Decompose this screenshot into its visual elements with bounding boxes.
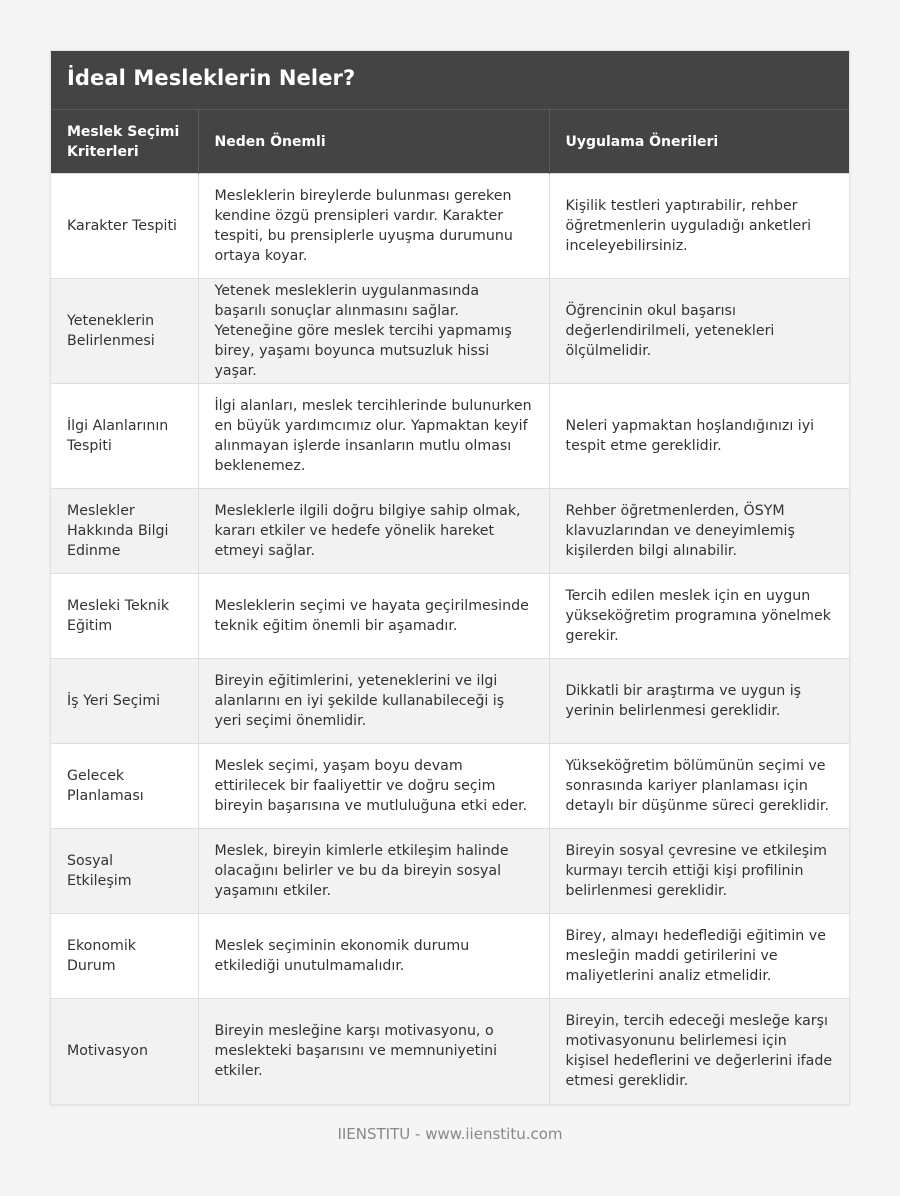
- cell-suggestion: Tercih edilen meslek için en uygun yükseköğretim programına yönelmek gerekir.: [549, 574, 849, 659]
- page-title: İdeal Mesleklerin Neler?: [51, 51, 849, 109]
- cell-criterion: Gelecek Planlaması: [51, 744, 198, 829]
- cell-suggestion: Kişilik testleri yaptırabilir, rehber öğretmenlerin uyguladığı anketleri inceleyebilirsiniz.: [549, 174, 849, 279]
- content-card: [50, 50, 850, 1105]
- cell-criterion: Meslekler Hakkında Bilgi Edinme: [51, 489, 198, 574]
- cell-suggestion: Yükseköğretim bölümünün seçimi ve sonrasında kariyer planlaması için detaylı bir düşünme süreci gereklidir.: [549, 744, 849, 829]
- cell-criterion: Motivasyon: [51, 999, 198, 1104]
- cell-criterion: İlgi Alanlarının Tespiti: [51, 384, 198, 489]
- cell-suggestion: Bireyin, tercih edeceği mesleğe karşı motivasyonunu belirlemesi için kişisel hedeflerini ve değerlerini ifade etmesi gereklidir.: [549, 999, 849, 1104]
- cell-importance: İlgi alanları, meslek tercihlerinde bulunurken en büyük yardımcımız olur. Yapmaktan keyif alınmayan işlerde insanların mutlu olması beklenemez.: [198, 384, 549, 489]
- cell-suggestion: Öğrencinin okul başarısı değerlendirilmeli, yetenekleri ölçülmelidir.: [549, 279, 849, 384]
- cell-importance: Bireyin eğitimlerini, yeteneklerini ve ilgi alanlarını en iyi şekilde kullanabileceği iş yeri seçimi önemlidir.: [198, 659, 549, 744]
- cell-suggestion: Bireyin sosyal çevresine ve etkileşim kurmayı tercih ettiği kişi profilinin belirlenmesi gereklidir.: [549, 829, 849, 914]
- cell-suggestion: Neleri yapmaktan hoşlandığınızı iyi tespit etme gereklidir.: [549, 384, 849, 489]
- table-row: [51, 914, 849, 999]
- table-row: [51, 659, 849, 744]
- cell-suggestion: Dikkatli bir araştırma ve uygun iş yerinin belirlenmesi gereklidir.: [549, 659, 849, 744]
- table-row: [51, 999, 849, 1104]
- column-header-criteria: Meslek Seçimi Kriterleri: [51, 110, 198, 174]
- cell-importance: Mesleklerle ilgili doğru bilgiye sahip olmak, kararı etkiler ve hedefe yönelik hareket etmeyi sağlar.: [198, 489, 549, 574]
- cell-importance: Meslek, bireyin kimlerle etkileşim halinde olacağını belirler ve bu da bireyin sosyal yaşamını etkiler.: [198, 829, 549, 914]
- table-row: [51, 829, 849, 914]
- table-header: [51, 110, 849, 174]
- cell-importance: Meslek seçiminin ekonomik durumu etkilediği unutulmamalıdır.: [198, 914, 549, 999]
- cell-criterion: Mesleki Teknik Eğitim: [51, 574, 198, 659]
- table-body: [51, 174, 849, 1104]
- cell-criterion: Karakter Tespiti: [51, 174, 198, 279]
- cell-criterion: Ekonomik Durum: [51, 914, 198, 999]
- cell-criterion: İş Yeri Seçimi: [51, 659, 198, 744]
- table-row: [51, 574, 849, 659]
- cell-criterion: Sosyal Etkileşim: [51, 829, 198, 914]
- cell-suggestion: Birey, almayı hedeflediği eğitimin ve mesleğin maddi getirilerini ve maliyetlerini analiz etmelidir.: [549, 914, 849, 999]
- table-row: [51, 279, 849, 384]
- cell-importance: Yetenek mesleklerin uygulanmasında başarılı sonuçlar alınmasını sağlar. Yeteneğine göre meslek tercihi yapmamış birey, yaşamı boyunca mutsuzluk hissi yaşar.: [198, 279, 549, 384]
- table-row: [51, 744, 849, 829]
- cell-importance: Meslek seçimi, yaşam boyu devam ettirilecek bir faaliyettir ve doğru seçim bireyin başarısına ve mutluluğuna etki eder.: [198, 744, 549, 829]
- criteria-table: [51, 109, 849, 1104]
- column-header-suggestions: Uygulama Önerileri: [549, 110, 849, 174]
- table-row: [51, 174, 849, 279]
- cell-suggestion: Rehber öğretmenlerden, ÖSYM klavuzlarından ve deneyimlemiş kişilerden bilgi alınabilir.: [549, 489, 849, 574]
- cell-importance: Mesleklerin bireylerde bulunması gereken kendine özgü prensipleri vardır. Karakter tespiti, bu prensiplerle uyuşma durumunu ortaya koyar.: [198, 174, 549, 279]
- cell-importance: Bireyin mesleğine karşı motivasyonu, o meslekteki başarısını ve memnuniyetini etkiler.: [198, 999, 549, 1104]
- column-header-importance: Neden Önemli: [198, 110, 549, 174]
- cell-criterion: Yeteneklerin Belirlenmesi: [51, 279, 198, 384]
- table-row: [51, 489, 849, 574]
- footer-credit: IIENSTITU - www.iienstitu.com: [337, 1125, 563, 1143]
- table-row: [51, 384, 849, 489]
- cell-importance: Mesleklerin seçimi ve hayata geçirilmesinde teknik eğitim önemli bir aşamadır.: [198, 574, 549, 659]
